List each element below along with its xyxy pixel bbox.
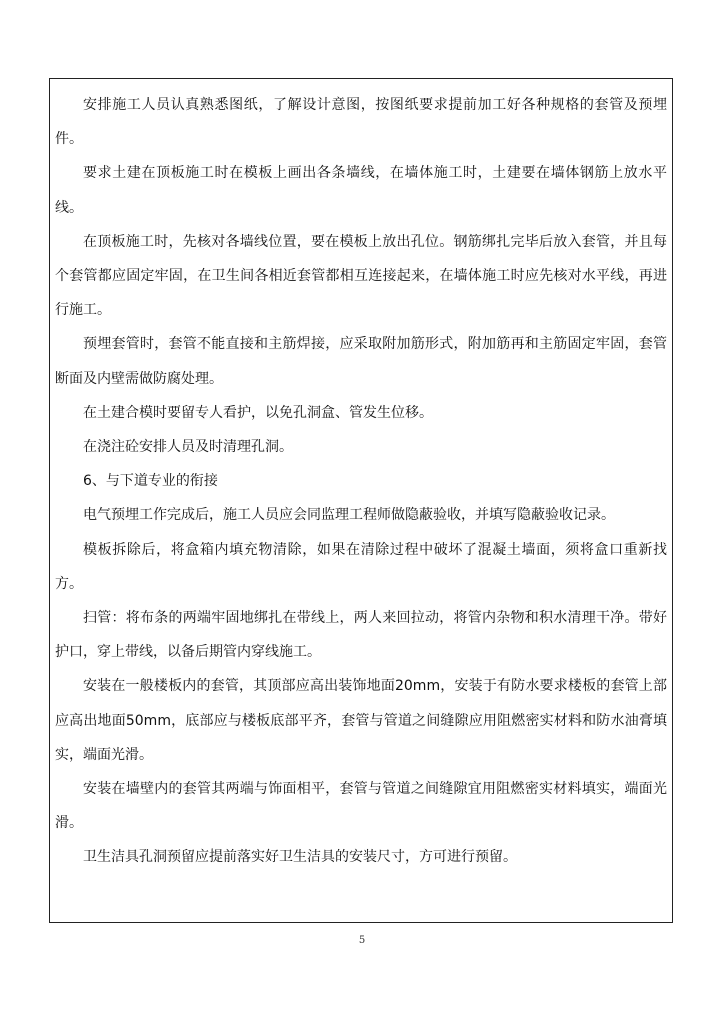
paragraph: 安装在墙壁内的套管其两端与饰面相平，套管与管道之间缝隙宜用阻燃密实材料填实，端面光滑。 (55, 781, 667, 832)
page-number: 5 (358, 935, 366, 946)
section-heading: 6、与下道专业的衔接 (83, 473, 218, 490)
paragraph: 电气预埋工作完成后，施工人员应会同监理工程师做隐蔽验收，并填写隐蔽验收记录。 (83, 507, 615, 524)
paragraph: 扫管：将布条的两端牢固地绑扎在带线上，两人来回拉动，将管内杂物和积水清理干净。带好护口，穿上带线，以备后期管内穿线施工。 (55, 610, 667, 661)
paragraph: 在土建合模时要留专人看护，以免孔洞盒、管发生位移。 (83, 404, 433, 421)
paragraph: 在浇注砼安排人员及时清理孔洞。 (83, 439, 293, 456)
paragraph: 模板拆除后，将盒箱内填充物清除，如果在清除过程中破坏了混凝土墙面，须将盒口重新找方。 (55, 541, 667, 592)
document-body (55, 88, 667, 875)
paragraph: 安装在一般楼板内的套管，其顶部应高出装饰地面20mm，安装于有防水要求楼板的套管上部应高出地面50mm，底部应与楼板底部平齐，套管与管道之间缝隙应用阻燃密实材料和防水油膏填实，端面光滑。 (55, 678, 667, 763)
paragraph: 卫生洁具孔洞预留应提前落实好卫生洁具的安装尺寸，方可进行预留。 (83, 849, 517, 866)
paragraph: 预埋套管时，套管不能直接和主筋焊接，应采取附加筋形式，附加筋再和主筋固定牢固，套管断面及内壁需做防腐处理。 (55, 336, 667, 387)
paragraph: 在顶板施工时，先核对各墙线位置，要在模板上放出孔位。钢筋绑扎完毕后放入套管，并且每个套管都应固定牢固，在卫生间各相近套管都相互连接起来，在墙体施工时应先核对水平线，再进行施工。 (55, 233, 667, 319)
paragraph: 安排施工人员认真熟悉图纸，了解设计意图，按图纸要求提前加工好各种规格的套管及预埋件。 (55, 97, 667, 148)
paragraph: 要求土建在顶板施工时在模板上画出各条墙线，在墙体施工时，土建要在墙体钢筋上放水平线。 (55, 165, 667, 216)
